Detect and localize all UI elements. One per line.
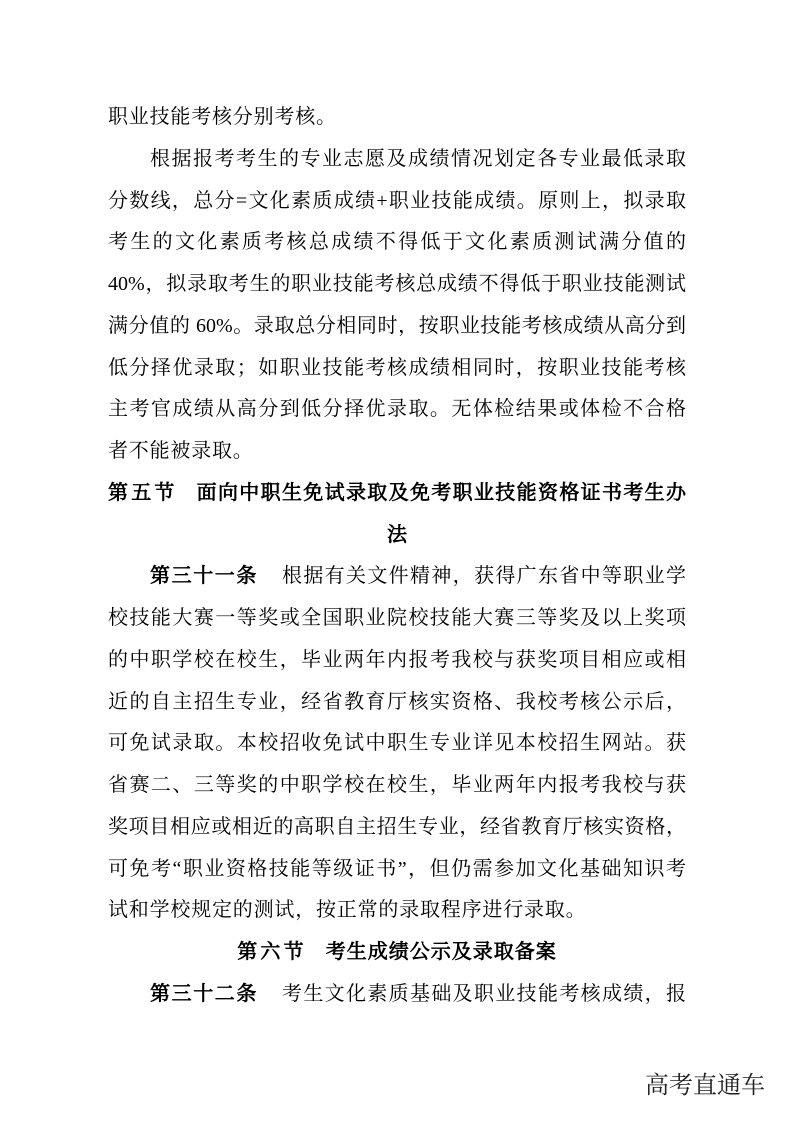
article-text-line: 校技能大赛一等奖或全国职业院校技能大赛三等奖及以上奖项: [108, 607, 686, 629]
article-text-line: 近的自主招生专业，经省教育厅核实资格、我校考核公示后，: [108, 690, 686, 713]
article-first-line: [108, 556, 686, 598]
paragraph-line: 者不能被录取。: [108, 440, 254, 462]
section-heading-5: [108, 473, 686, 557]
section-title-continuation: 法: [387, 523, 407, 546]
article-text-line: 可免试录取。本校招收免试中职生专业详见本校招生网站。获: [108, 732, 686, 755]
article-number: 第三十一条: [150, 565, 258, 588]
section-heading-line: [108, 932, 686, 974]
article-text-line: 根据有关文件精神，获得广东省中等职业学: [282, 565, 686, 588]
article-text-line: 考生文化素质基础及职业技能考核成绩，报: [282, 982, 686, 1005]
paragraph-admission-scores: [108, 139, 686, 473]
paragraph-continuation: [108, 97, 686, 139]
paragraph-line: 根据报考考生的专业志愿及成绩情况划定各专业最低录取: [150, 147, 686, 170]
article-text-line: 试和学校规定的测试，按正常的录取程序进行录取。: [108, 899, 587, 922]
section-title: 考生成绩公示及录取备案: [325, 941, 557, 963]
text-column: [108, 97, 686, 1016]
paragraph-line: 40%，拟录取考生的职业技能考核总成绩不得低于职业技能测试: [108, 273, 686, 295]
paragraph-line: 考生的文化素质考核总成绩不得低于文化素质测试满分值的: [108, 231, 686, 254]
section-heading-line: [108, 473, 686, 515]
article-text-line: 可免考“职业资格技能等级证书”，但仍需参加文化基础知识考: [108, 857, 686, 880]
watermark-text: 高考直通车: [645, 1071, 765, 1099]
section-number: 第五节: [108, 481, 178, 504]
paragraph-line: 分数线，总分=文化素质成绩+职业技能成绩。原则上，拟录取: [108, 189, 686, 212]
section-title: 面向中职生免试录取及免考职业技能资格证书考生办: [196, 481, 686, 504]
article-text-line: 的中职学校在校生，毕业两年内报考我校与获奖项目相应或相: [108, 648, 686, 671]
section-heading-6: [108, 932, 686, 974]
paragraph-line: 满分值的 60%。录取总分相同时，按职业技能考核成绩从高分到: [108, 314, 686, 337]
paragraph-line: 主考官成绩从高分到低分择优录取。无体检结果或体检不合格: [108, 398, 686, 421]
section-number: 第六节: [237, 941, 307, 963]
article-text-line: 省赛二、三等奖的中职学校在校生，毕业两年内报考我校与获: [108, 774, 686, 796]
article-32: [108, 974, 686, 1016]
article-number: 第三十二条: [150, 982, 258, 1005]
paragraph-line: 职业技能考核分别考核。: [108, 106, 337, 128]
article-31: [108, 556, 686, 932]
article-first-line: [108, 974, 686, 1016]
paragraph-line: 低分择优录取；如职业技能考核成绩相同时，按职业技能考核: [108, 356, 686, 379]
article-text-line: 奖项目相应或相近的高职自主招生专业，经省教育厅核实资格，: [108, 815, 686, 838]
